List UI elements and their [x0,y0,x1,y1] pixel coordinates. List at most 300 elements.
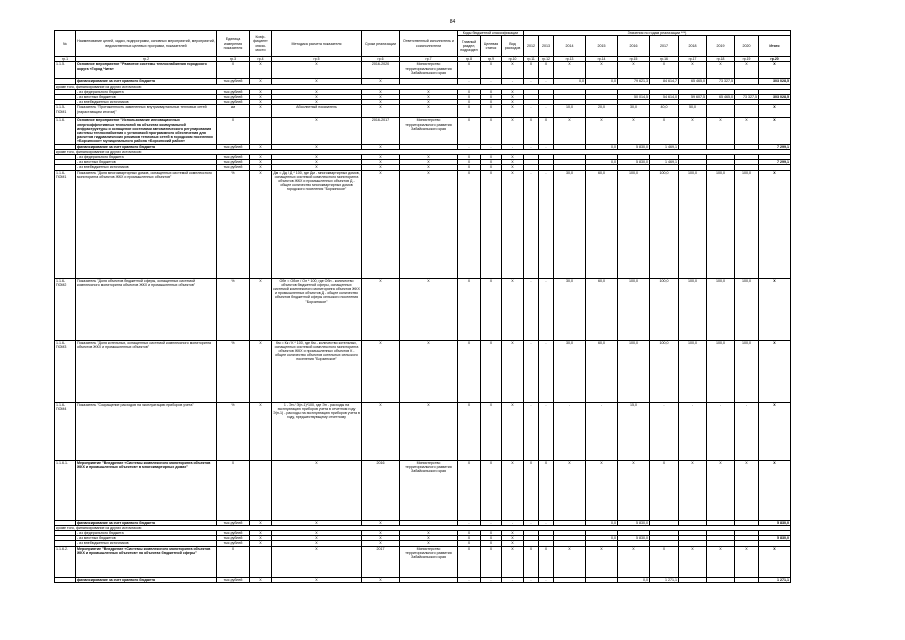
cell-col-6: X [362,160,400,165]
cell-col-14: X [586,546,618,577]
cell-col-20: 303 028,5 [759,95,791,100]
cell-col-6: X [362,278,400,340]
cell-col-8: - [458,520,481,525]
cell-col-19: X [735,546,759,577]
cell-col-9: X [481,160,502,165]
cell-col-14: 20,0 [586,105,618,118]
cell-col-10: X [502,95,524,100]
cell-col-9: X [481,62,502,79]
cell-col-11: X [524,62,539,79]
cell-col-4: X [250,536,272,541]
cell-col-16: 1 469,1 [650,144,679,149]
cell-col-3: % [217,170,250,278]
cell-col-14: 0,0 [586,536,618,541]
cell-col-5: X [272,100,362,105]
cell-col-9: X [481,340,502,402]
cell-col-2: - из местных бюджетов [76,536,217,541]
cell-col-10: X [502,89,524,94]
cell-col-16: X [650,62,679,79]
program-table [54,30,791,583]
cell-col-12: - [539,144,554,149]
cell-col-9: X [481,100,502,105]
cell-col-12: - [539,278,554,340]
cell-col-11: - [524,577,539,582]
cell-col-2: - из федерального бюджета [76,155,217,160]
cell-col-20: 303 028,5 [759,79,791,84]
column-number: гр.1 [55,57,76,62]
cell-col-16: X [650,546,679,577]
cell-col-9: X [481,95,502,100]
cell-col-12: X [539,546,554,577]
cell-col-14: 60,0 [586,170,618,278]
cell-col-19: 73 327,5 [735,95,759,100]
column-number: гр.8 [458,57,481,62]
cell-col-17: 100,0 [679,278,707,340]
cell-col-18: X [707,460,735,520]
cell-col-4: X [250,160,272,165]
cell-col-6: X [362,170,400,278]
cell-col-7: X [400,95,458,100]
cell-col-10: X [502,541,524,546]
cell-col-2: финансирование за счет краевого бюджета [76,520,217,525]
cell-col-15: 100,0 [618,278,650,340]
cell-col-7: X [400,100,458,105]
row-note: кроме того, финансирование из других источников: [55,525,791,530]
cell-col-14: 60,0 [586,278,618,340]
cell-col-3: тыс.рублей [217,577,250,582]
cell-col-20: 5 830,0 [759,536,791,541]
cell-col-6: X [362,165,400,170]
header-year: 2015 [586,36,618,57]
cell-col-7: Министерство территориального развития Забайкальского края [400,62,458,79]
table-row-ind [55,105,791,118]
cell-col-10: X [502,100,524,105]
cell-col-6: X [362,89,400,94]
cell-col-3: тыс.рублей [217,144,250,149]
cell-col-3: % [217,278,250,340]
cell-col-15: X [618,118,650,144]
cell-col-11: - [524,144,539,149]
cell-col-3: тыс.рублей [217,160,250,165]
cell-col-9: - [481,79,502,84]
cell-col-9: X [481,105,502,118]
cell-col-5: X [272,165,362,170]
column-number: гр.12 [539,57,554,62]
cell-col-17: X [679,460,707,520]
cell-col-9: X [481,165,502,170]
cell-col-6: X [362,105,400,118]
cell-col-1: 1.1.5-ПОМ1 [55,105,76,118]
cell-col-1: 1.1.6-ПОМ4 [55,402,76,460]
table-row-main [55,460,791,520]
cell-col-9: - [481,577,502,582]
cell-col-14: - [586,402,618,460]
cell-col-8: X [458,531,481,536]
cell-col-6: X [362,536,400,541]
cell-col-10: X [502,340,524,402]
cell-col-20: X [759,402,791,460]
cell-col-7: Министерство территориального развития Забайкальского края [400,118,458,144]
cell-col-16: 1 271,1 [650,577,679,582]
cell-col-18 [707,577,735,582]
cell-col-10: X [502,531,524,536]
cell-col-3: тыс.рублей [217,531,250,536]
cell-col-2: - из внебюджетных источников [76,541,217,546]
cell-col-3: тыс.рублей [217,536,250,541]
cell-col-10: X [502,118,524,144]
cell-col-7: X [400,278,458,340]
cell-col-3: X [217,62,250,79]
cell-col-6: X [362,541,400,546]
column-number: гр.20 [759,57,791,62]
cell-col-7 [400,577,458,582]
cell-col-6: 2017 [362,546,400,577]
cell-col-19 [735,105,759,118]
row-note: кроме того, финансирование из других источников: [55,84,791,89]
cell-col-14: 0,0 [586,160,618,165]
cell-col-3: X [217,546,250,577]
header-budget-col: Целевая статья [481,36,502,57]
cell-col-20: 7 299,1 [759,144,791,149]
header-num: № [55,31,76,57]
cell-col-2: - из местных бюджетов [76,95,217,100]
page-number: 84 [449,19,456,25]
cell-col-8: - [458,144,481,149]
cell-col-17 [679,577,707,582]
cell-col-8: X [458,536,481,541]
cell-col-13: - [554,402,586,460]
cell-col-8: X [458,155,481,160]
cell-col-5: X [272,531,362,536]
cell-col-10: X [502,536,524,541]
cell-col-13: 30,0 [554,278,586,340]
cell-col-18: X [707,62,735,79]
cell-col-19: 100,0 [735,170,759,278]
cell-col-3: тыс.рублей [217,520,250,525]
column-number: гр.16 [650,57,679,62]
cell-col-11: - [524,340,539,402]
cell-col-17: 100,0 [679,170,707,278]
cell-col-2: - из федерального бюджета [76,89,217,94]
cell-col-17: X [679,118,707,144]
cell-col-16: 100,0 [650,340,679,402]
header-values-group: Значения по годам реализации ***) [524,31,791,36]
column-number: гр.4 [250,57,272,62]
cell-col-7: Министерство территориального развития Забайкальского края [400,460,458,520]
cell-col-8: X [458,278,481,340]
cell-col-15: 100,0 [618,170,650,278]
cell-col-15: 30,0 [618,105,650,118]
cell-col-15: 5 830,0 [618,536,650,541]
cell-col-11: - [524,170,539,278]
cell-col-20: 5 830,0 [759,520,791,525]
cell-col-5: X [272,155,362,160]
cell-col-8: X [458,100,481,105]
cell-col-4: X [250,531,272,536]
cell-col-20: 1 271,1 [759,577,791,582]
column-number: гр.13 [554,57,586,62]
cell-col-4: X [250,100,272,105]
cell-col-11: X [524,460,539,520]
cell-col-7: X [400,155,458,160]
cell-col-6: X [362,520,400,525]
cell-col-12: X [539,118,554,144]
cell-col-7: X [400,402,458,460]
cell-col-9: X [481,118,502,144]
header-total: Итого [759,36,791,57]
cell-col-20: X [759,340,791,402]
cell-col-5: X [272,536,362,541]
cell-col-19: 100,0 [735,340,759,402]
header-responsible: Ответственный исполнитель и соисполнители [400,31,458,57]
header-year: 2019 [707,36,735,57]
cell-col-6: X [362,402,400,460]
cell-col-7: Министерство территориального развития Забайкальского края [400,546,458,577]
cell-col-4 [250,460,272,520]
cell-col-2: - из федерального бюджета [76,531,217,536]
column-number: гр.6 [362,57,400,62]
cell-col-2: Мероприятие "Внедрение «Системы комплексного мониторинга объектов ЖКХ и промышленных объектов» в многоквартирных домах" [76,460,217,520]
cell-col-2: Мероприятие "Внедрение «Системы комплексного мониторинга объектов ЖКХ и промышленных объектов» на объектах бюджетной сферы" [76,546,217,577]
cell-col-17: 65 465,0 [679,79,707,84]
cell-col-3: X [217,118,250,144]
cell-col-19: X [735,460,759,520]
cell-col-8: X [458,95,481,100]
cell-col-11: - [524,520,539,525]
cell-col-11: - [524,278,539,340]
cell-col-4 [250,546,272,577]
cell-col-13: X [554,118,586,144]
cell-col-2: Показатель "Доля объектов бюджетной сферы, оснащенных системой комплексного мониторинга объектов ЖКХ и промышленных объектов" [76,278,217,340]
cell-col-3: тыс.рублей [217,155,250,160]
cell-col-10: X [502,62,524,79]
cell-col-11: X [524,118,539,144]
column-number: гр.7 [400,57,458,62]
cell-col-4 [250,118,272,144]
cell-col-13: X [554,546,586,577]
column-number: гр.11 [524,57,539,62]
cell-col-16: 100,0 [650,170,679,278]
cell-col-15: 15,0 [618,402,650,460]
cell-col-1: 1.1.6-ПОМ2 [55,278,76,340]
cell-col-9: X [481,536,502,541]
cell-col-2: Показатель "Доля многоквартирных домов, оснащенных системой комплексного мониторинга объектов ЖКХ и промышленных объектов" [76,170,217,278]
cell-col-10: - [502,79,524,84]
cell-col-13 [554,577,586,582]
cell-col-4: X [250,170,272,278]
cell-col-7: X [400,89,458,94]
cell-col-3: % [217,340,250,402]
cell-col-7: X [400,541,458,546]
cell-col-14: X [586,62,618,79]
cell-col-9: X [481,541,502,546]
cell-col-20: X [759,460,791,520]
header-year: 2017 [650,36,679,57]
cell-col-10: X [502,165,524,170]
cell-col-4: X [250,520,272,525]
cell-col-2: Показатель "Протяженность замененных внутриквартальных тепловых сетей (нарастающим итогом)" [76,105,217,118]
header-unit: Единица измерения показателя [217,31,250,57]
header-coef: Коэф-фициент значи-мости [250,31,272,57]
cell-col-13: 0,0 [554,79,586,84]
cell-col-18: - [707,402,735,460]
cell-col-13: 10,0 [554,105,586,118]
cell-col-8: X [458,340,481,402]
cell-col-14: 60,0 [586,340,618,402]
cell-col-7: X [400,165,458,170]
cell-col-5: X [272,118,362,144]
cell-col-5: X [272,541,362,546]
cell-col-6: 2016-2020 [362,62,400,79]
cell-col-16: 84 614,7 [650,79,679,84]
cell-col-10: X [502,170,524,278]
cell-col-1: 1.1.6-ПОМ1 [55,170,76,278]
header-year: 2018 [679,36,707,57]
cell-col-10: X [502,155,524,160]
cell-col-5: X [272,144,362,149]
column-number: гр.10 [502,57,524,62]
header-year: 2020 [735,36,759,57]
table-row-main [55,118,791,144]
cell-col-3: % [217,402,250,460]
cell-col-16: 1 469,1 [650,160,679,165]
column-number: гр.15 [618,57,650,62]
cell-col-8: X [458,62,481,79]
cell-col-10: - [502,577,524,582]
cell-col-14: 0,0 [586,520,618,525]
cell-col-16: - [650,402,679,460]
cell-col-2: Основное мероприятие "Использование инновационных энергоэффективных технологий на объектах коммунальной инфраструктуры и оснащение системами автоматического регулирования системы теплоснабжения с установкой программного обеспечения для расчетов гидравлических режимов тепловых сетей в городском поселении «Борзинское» муниципального района «Борзинский район» [76,118,217,144]
cell-col-8: X [458,402,481,460]
cell-col-8: X [458,105,481,118]
cell-col-11: - [524,105,539,118]
cell-col-10: X [502,160,524,165]
cell-col-2: - из внебюджетных источников [76,165,217,170]
cell-col-1: 1.1.6.2. [55,546,76,577]
cell-col-9: X [481,155,502,160]
cell-col-5: X [272,89,362,94]
cell-col-17: 100,0 [679,340,707,402]
cell-col-5: X [272,95,362,100]
cell-col-7: X [400,340,458,402]
header-method: Методика расчета показателя [272,31,362,57]
cell-col-5: X [272,577,362,582]
header-budget-col: Главный раздел, подраздел [458,36,481,57]
column-number: гр.3 [217,57,250,62]
cell-col-4: X [250,402,272,460]
cell-col-2: - из местных бюджетов [76,160,217,165]
column-number: гр.2 [76,57,217,62]
cell-col-8: X [458,118,481,144]
cell-col-16: X [650,460,679,520]
cell-col-12: - [539,340,554,402]
cell-col-6: X [362,155,400,160]
cell-col-12: - [539,577,554,582]
cell-col-14: X [586,118,618,144]
cell-col-1: 1.1.6. [55,118,76,144]
cell-col-6: X [362,144,400,149]
cell-col-3: тыс.рублей [217,100,250,105]
table-row-ind [55,402,791,460]
cell-col-2: Показатель "Доля котельных, оснащенных системой комплексного мониторинга объектов ЖКХ и промышленных объектов" [76,340,217,402]
cell-col-12: - [539,520,554,525]
cell-col-15: 5 830,0 [618,520,650,525]
cell-col-12: - [539,170,554,278]
cell-col-19: X [735,118,759,144]
header-year: 2013 [539,36,554,57]
cell-col-13: X [554,460,586,520]
cell-col-15: 5 830,0 [618,144,650,149]
cell-col-9: X [481,546,502,577]
cell-col-1 [55,577,76,582]
cell-col-10: X [502,278,524,340]
cell-col-9: X [481,460,502,520]
cell-col-20: X [759,62,791,79]
cell-col-5: X [272,160,362,165]
column-number: гр.9 [481,57,502,62]
cell-col-3: тыс.рублей [217,95,250,100]
cell-col-5: X [272,460,362,520]
cell-col-16: 54 614,0 [650,95,679,100]
cell-col-5: Обн = Обон / Ол * 100, где Обн - количество объектов бюджетной сферы, оснащенных системой комплексного мониторинга объектов ЖКХ и промышленных объектов Д - общее количество объектов бюджетной сферы сельского поселения "Борзинское" [272,278,362,340]
cell-col-2: Основное мероприятие "Развитие системы теплоснабжения городского округа «Город Чита» [76,62,217,79]
cell-col-4: X [250,89,272,94]
column-number: гр.17 [679,57,707,62]
cell-col-7: X [400,536,458,541]
cell-col-20: 7 299,1 [759,160,791,165]
cell-col-18: 100,0 [707,278,735,340]
header-name: Наименование целей, задач, подпрограмм, основных мероприятий, мероприятий, ведомственных целевых программ, показателей [76,31,217,57]
cell-col-5: 1 - Эп / Э(п-1)*100, где Эп - расходы на эксплуатацию приборов учета в отчетном году Э(п-1) - расходы на эксплуатацию приборов учета в году, предшествующему отчетному [272,402,362,460]
cell-col-8: X [458,170,481,278]
cell-col-13: X [554,62,586,79]
table-row-ind [55,340,791,402]
cell-col-15: X [618,546,650,577]
table-row-main [55,546,791,577]
cell-col-20: X [759,278,791,340]
cell-col-13: 30,0 [554,170,586,278]
cell-col-9: X [481,531,502,536]
cell-col-11: X [524,546,539,577]
cell-col-8: X [458,546,481,577]
cell-col-4: X [250,541,272,546]
cell-col-18: 100,0 [707,170,735,278]
cell-col-5: X [272,62,362,79]
cell-col-18 [707,105,735,118]
cell-col-7: X [400,105,458,118]
cell-col-1: 1.1.6-ПОМ3 [55,340,76,402]
table-body [55,62,791,582]
cell-col-4: X [250,165,272,170]
cell-col-6: X [362,79,400,84]
cell-col-5: X [272,520,362,525]
cell-col-3: тыс.рублей [217,541,250,546]
cell-col-5: Дм = Дд / Д * 100, где Дм - многоквартирных домов, оснащенных системой комплексного мониторинга объектов ЖКХ и промышленных объектов Д - общее количество многоквартирных домов городского поселения "Борзинское" [272,170,362,278]
cell-col-4: X [250,155,272,160]
table-row-ind [55,170,791,278]
header-budget-col: Вид расходов [502,36,524,57]
cell-col-5: Абсолютный показатель [272,105,362,118]
cell-col-4: X [250,62,272,79]
cell-col-9: - [481,144,502,149]
cell-col-20: X [759,546,791,577]
cell-col-12: - [539,105,554,118]
cell-col-6: 2016 [362,460,400,520]
cell-col-9: - [481,520,502,525]
cell-col-20: X [759,105,791,118]
cell-col-4: X [250,95,272,100]
cell-col-17: X [679,546,707,577]
